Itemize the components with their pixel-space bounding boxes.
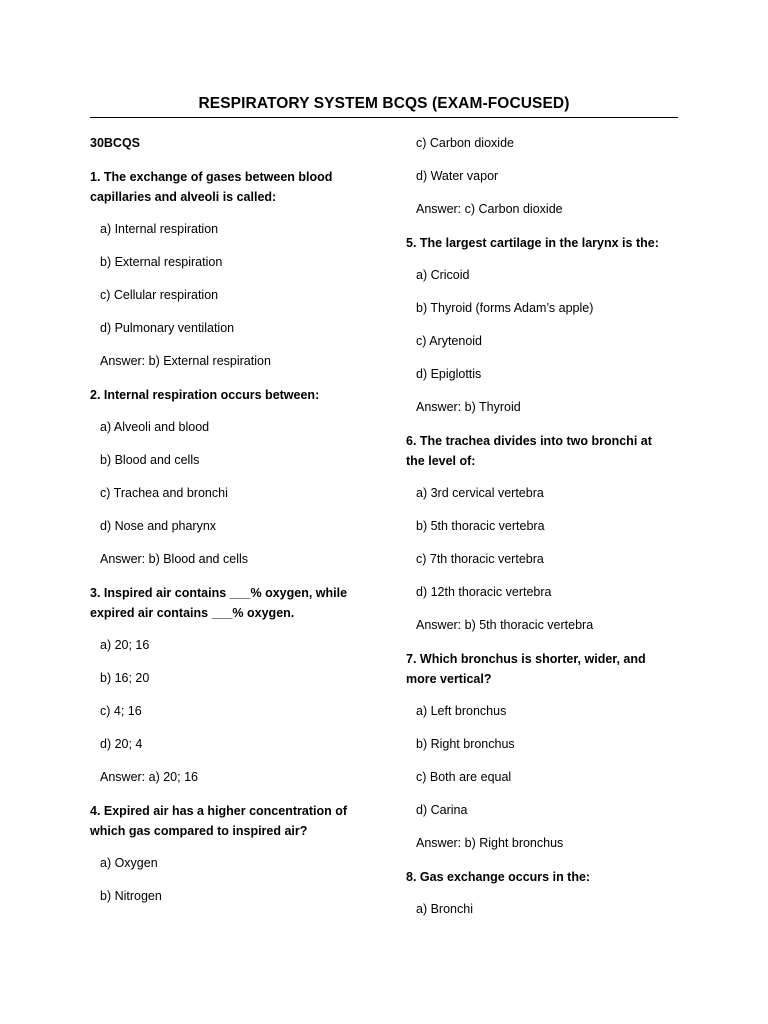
option: d) Pulmonary ventilation [100, 321, 235, 335]
option: a) Left bronchus [416, 704, 507, 718]
question-text: 4. Expired air has a higher concentration of which gas compared to inspired air? [90, 804, 348, 838]
question-text: 5. The largest cartilage in the larynx is the: [406, 236, 659, 250]
option: a) 3rd cervical vertebra [416, 486, 544, 500]
question-text: 6. The trachea divides into two bronchi at the level of: [406, 434, 652, 468]
question-text: 7. Which bronchus is shorter, wider, and more vertical? [406, 652, 646, 686]
question-block [406, 431, 668, 649]
question-block [90, 583, 352, 801]
option: d) Nose and pharynx [100, 519, 217, 533]
question-text: 8. Gas exchange occurs in the: [406, 870, 591, 884]
option: d) Water vapor [416, 169, 499, 183]
question-text: 2. Internal respiration occurs between: [90, 388, 320, 402]
option: c) Arytenoid [416, 334, 483, 348]
option: b) External respiration [100, 255, 223, 269]
option: a) Bronchi [416, 902, 473, 916]
option: a) Cricoid [416, 268, 470, 282]
option: a) Internal respiration [100, 222, 219, 236]
option: a) Alveoli and blood [100, 420, 210, 434]
page-title: RESPIRATORY SYSTEM BCQS (EXAM-FOCUSED) [198, 95, 570, 112]
answer: Answer: b) Right bronchus [416, 836, 564, 850]
title-rule [90, 117, 678, 118]
question-block [406, 867, 668, 933]
option: d) 12th thoracic vertebra [416, 585, 552, 599]
option: d) Epiglottis [416, 367, 482, 381]
answer: Answer: b) External respiration [100, 354, 271, 368]
answer: Answer: a) 20; 16 [100, 770, 198, 784]
option: d) 20; 4 [100, 737, 143, 751]
question-block [406, 649, 668, 867]
option: c) Trachea and bronchi [100, 486, 228, 500]
option: b) 16; 20 [100, 671, 150, 685]
subtitle: 30BCQS [90, 136, 141, 150]
answer: Answer: b) 5th thoracic vertebra [416, 618, 594, 632]
option: b) Thyroid (forms Adam’s apple) [416, 301, 594, 315]
question-block [90, 385, 352, 583]
option: c) Both are equal [416, 770, 512, 784]
question-block [406, 233, 668, 431]
option: d) Carina [416, 803, 468, 817]
option: b) Nitrogen [100, 889, 162, 903]
option: b) Blood and cells [100, 453, 200, 467]
question-text: 3. Inspired air contains ___% oxygen, while expired air contains ___% oxygen. [90, 586, 348, 620]
left-column [90, 134, 352, 920]
option: c) Cellular respiration [100, 288, 219, 302]
right-column [406, 134, 668, 933]
option: b) 5th thoracic vertebra [416, 519, 545, 533]
option: b) Right bronchus [416, 737, 515, 751]
option: a) Oxygen [100, 856, 158, 870]
answer: Answer: c) Carbon dioxide [416, 202, 563, 216]
option: c) 7th thoracic vertebra [416, 552, 544, 566]
option: a) 20; 16 [100, 638, 150, 652]
option: c) Carbon dioxide [416, 136, 514, 150]
question-block [90, 801, 352, 920]
option: c) 4; 16 [100, 704, 142, 718]
answer: Answer: b) Thyroid [416, 400, 521, 414]
question-text: 1. The exchange of gases between blood capillaries and alveoli is called: [90, 170, 333, 204]
question-block [90, 167, 352, 385]
answer: Answer: b) Blood and cells [100, 552, 248, 566]
